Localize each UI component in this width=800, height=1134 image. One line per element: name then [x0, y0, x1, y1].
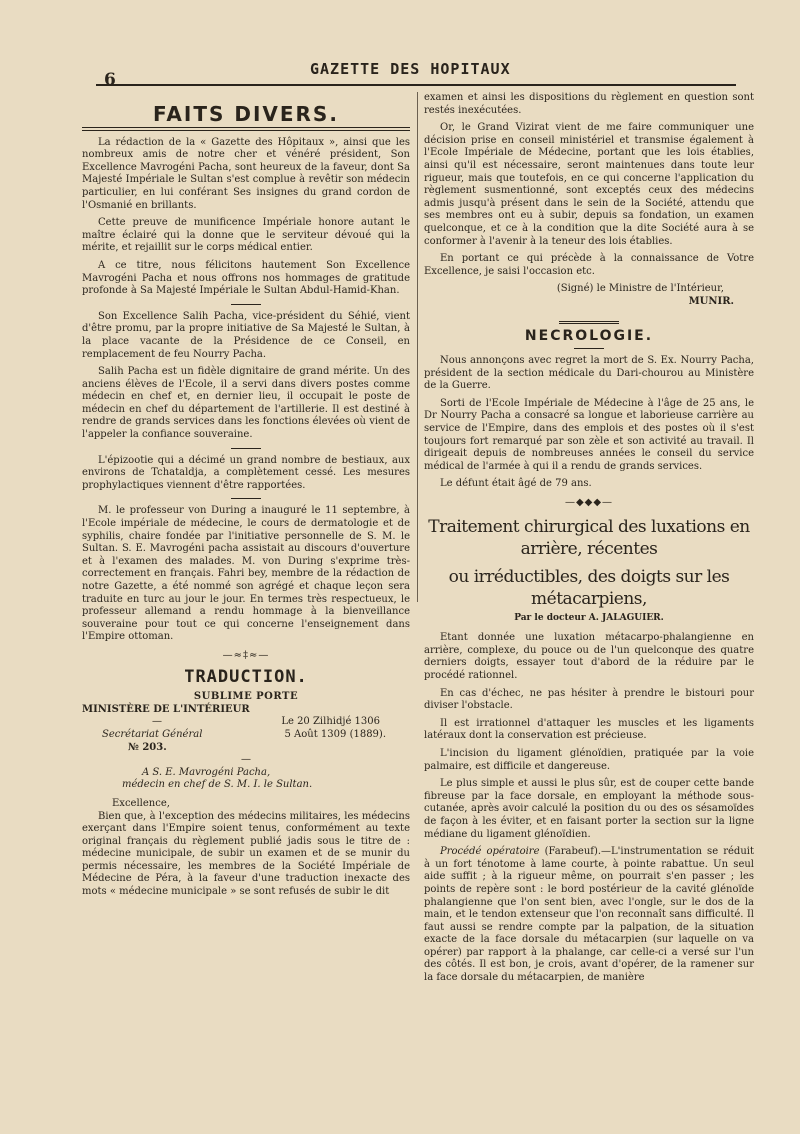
signature-line: (Signé) le Ministre de l'Intérieur,: [556, 283, 724, 295]
title-underline: [574, 348, 604, 349]
hegira-date: Le 20 Zilhidjé 1306: [281, 716, 380, 728]
article-paragraph: [424, 846, 754, 985]
gregorian-date: 5 Août 1309 (1889).: [284, 728, 386, 740]
letter-paragraph: examen et ainsi les dispositions du règlement en question sont restés inexécutées.: [424, 92, 754, 116]
page-number: 6: [104, 70, 116, 90]
faits-paragraph: Son Excellence Salih Pacha, vice-président du Séhié, vient d'être promu, par la propre initiative de Sa Majesté le Sultan, à la place vacante de la Présidence de ce Conseil, en remplacement de feu Nourry Pacha.: [82, 310, 410, 360]
letter-paragraph: Or, le Grand Vizirat vient de me faire communiquer une décision prise en conseil ministériel et transmise également à l'Ecole Impériale de Médecine, portant que les lois établies, ainsi qu'il est nécessaire, seront maintenues dans toute leur rigueur, mais que toutefois, en ce qui concerne l'application du règlement susmentionné, sont exceptés ceux des médecins admis jusqu'à présent dans le sein de la Société, attendu que ses membres ont eu à subir, depuis sa fondation, un examen quelconque, et ce à la condition que la dite Société aura à se conformer à l'avenir à la teneur des lois établies.: [424, 122, 754, 247]
necro-paragraph: Nous annonçons avec regret la mort de S. Ex. Nourry Pacha, président de la section médicale du Dari-chourou au Ministère de la Guerre.: [424, 355, 754, 392]
ornament-divider: —◆◆◆—: [564, 497, 614, 509]
article-paragraph: L'incision du ligament glénoïdien, pratiquée par la voie palmaire, est difficile et dangereuse.: [424, 747, 754, 772]
salutation: Excellence,: [112, 797, 170, 809]
right-column: [424, 92, 754, 990]
article-title-line: ou irréductibles, des doigts sur les métacarpiens,: [448, 566, 730, 609]
necro-paragraph: Sorti de l'Ecole Impériale de Médecine à l'âge de 25 ans, le Dr Nourry Pacha a consacré sa longue et laborieuse carrière au service de l'Empire, dans des emplois et des postes où il s'est toujours fort remarqué par son zèle et son activité au travail. Il dirigeait depuis de nombreuses années le conseil du service médical de l'armée à qui il a rendu de grands services.: [424, 397, 754, 472]
left-column: [82, 96, 410, 904]
ministry-date-row: [82, 704, 410, 717]
item-separator: [231, 498, 261, 499]
signer-name: MUNIR.: [688, 295, 734, 307]
necro-paragraph: Le défunt était âgé de 79 ans.: [440, 478, 592, 490]
header-rule: [96, 84, 736, 86]
dash: —: [152, 716, 162, 728]
faits-paragraph: A ce titre, nous félicitons hautement Son Excellence Mavrogéni Pacha et nous offrons nos hommages de gratitude profonde à Sa Majesté Impériale le Sultan Abdul-Hamid-Khan.: [82, 259, 410, 297]
item-separator: [231, 304, 261, 305]
letter-paragraph: Bien que, à l'exception des médecins militaires, les médecins exerçant dans l'Empire soient tenus, conformément au texte original français du règlement publié jadis sous le titre de : médecine municipale, de subir un examen et de se munir du permis nécessaire, les membres de la Société Impériale de Médecine de Péra, à la faveur d'une traduction inexacte des mots « médecine municipale » se sont refusés de subir le dit: [82, 810, 410, 898]
addressee-line: médecin en chef de S. M. I. le Sultan.: [122, 779, 313, 791]
faits-paragraph: L'épizootie qui a décimé un grand nombre de bestiaux, aux environs de Tchataldja, a complètement cessé. Les mesures prophylactiques viennent d'être rapportées.: [82, 454, 410, 491]
article-paragraph: Il est irrationnel d'attaquer les muscles et les ligaments latéraux dont la conservation est précieuse.: [424, 717, 754, 742]
addressee-line: A S. E. Mavrogéni Pacha,: [142, 766, 271, 778]
masthead: GAZETTE DES HOPITAUX: [310, 60, 511, 78]
faits-paragraph: Cette preuve de munificence Impériale honore autant le maître éclairé qui la donne que le serviteur dévoué qui la mérite, et rejaillit sur le corps médical entier.: [82, 217, 410, 254]
article-title-line: Traitement chirurgical des luxations en arrière, récentes: [428, 516, 750, 559]
dash-date-row: [82, 716, 410, 729]
article-paragraph: En cas d'échec, ne pas hésiter à prendre le bistouri pour diviser l'obstacle.: [424, 687, 754, 712]
article-byline: Par le docteur A. JALAGUIER.: [514, 612, 664, 623]
procedure-text: (Farabeuf).—L'instrumentation se réduit à un fort ténotome à lame courte, à pointe rabattue. Un seul aide suffit ; à la rigueur même, on pourrait s'en passer ; les points de repère sont : le bord postérieur de la cavité glénoïde phalangienne que l'on sent bien, avec l'ongle, sur le dos de la main, et le tendon extenseur que l'on reconnaît sans difficulté. Il faut aussi se rendre compte par la palpation, de la situation exacte de la face dorsale du métacarpien (sur laquelle on va opérer) par rapport à la phalange, car celle-ci a versé sur l'un des côtés. Il est bon, je crois, avant d'opérer, de la ramener sur la face dorsale du métacarpien, de manière: [424, 846, 754, 984]
faits-divers-title: FAITS DIVERS.: [153, 102, 339, 126]
document-number: № 203.: [128, 741, 167, 753]
column-divider: [417, 92, 418, 602]
section-rule: [559, 321, 619, 324]
dash: —: [241, 754, 251, 766]
article-paragraph: Etant donnée une luxation métacarpo-phalangienne en arrière, complexe, du pouce ou de l'un quelconque des quatre derniers doigts, essayer tout d'abord de la réduire par le procédé rationnel.: [424, 632, 754, 681]
faits-paragraph: La rédaction de la « Gazette des Hôpitaux », ainsi que les nombreux amis de notre cher et vénéré président, Son Excellence Mavrogéni Pacha, sont heureux de la faveur, dont Sa Majesté Impériale le Sultan s'est complue à revêtir son médecin particulier, en lui conférant Ses insignes du grand cordon de l'Osmanié en brillants.: [82, 136, 410, 211]
traduction-title: TRADUCTION.: [184, 666, 308, 687]
ornament-divider: —≈‡≈—: [222, 649, 270, 661]
ministry-label: MINISTÈRE DE L'INTÉRIEUR: [82, 703, 250, 715]
secretariat-row: [82, 729, 410, 742]
faits-paragraph: M. le professeur von During a inauguré le 11 septembre, à l'Ecole impériale de médecine, le cours de dermatologie et de syphilis, chaire fondée par l'initiative personnelle de S. M. le Sultan. S. E. Mavrogéni pacha assistait au discours d'ouverture et à l'examen des malades. M. von During s'exprime très-correctement en français. Fahri bey, membre de la rédaction de notre Gazette, a été nommé son agrégé et chaque leçon sera traduite en turc au jour le jour. En termes très respectueux, le professeur allemand a rendu hommage à la bienveillance souveraine pour tout ce qui concerne l'enseignement dans l'Empire ottoman.: [82, 505, 410, 643]
article-paragraph: Le plus simple et aussi le plus sûr, est de couper cette bande fibreuse par la face dorsale, en employant la méthode sous-cutanée, après avoir calculé la position du ou des os sésamoïdes de façon à les éviter, et en faisant porter la section sur la ligne médiane du ligament glénoïdien.: [424, 778, 754, 840]
letter-paragraph: En portant ce qui précède à la connaissance de Votre Excellence, je saisi l'occasion etc.: [424, 253, 754, 277]
item-separator: [231, 448, 261, 449]
secretariat-label: Secrétariat Général: [102, 728, 203, 740]
sublime-porte-label: SUBLIME PORTE: [193, 691, 299, 703]
necrologie-title: NECROLOGIE.: [524, 327, 654, 344]
procedure-label: Procédé opératoire: [440, 846, 540, 858]
section-rule: [82, 127, 410, 131]
faits-paragraph: Salih Pacha est un fidèle dignitaire de grand mérite. Un des anciens élèves de l'Ecole, il a servi dans divers postes comme médecin en chef et, en dernier lieu, il occupait le poste de médecin en chef du département de l'artillerie. Il est destiné à rendre de grands services dans les fonctions élevées où vient de l'appeler la confiance souveraine.: [82, 366, 410, 441]
